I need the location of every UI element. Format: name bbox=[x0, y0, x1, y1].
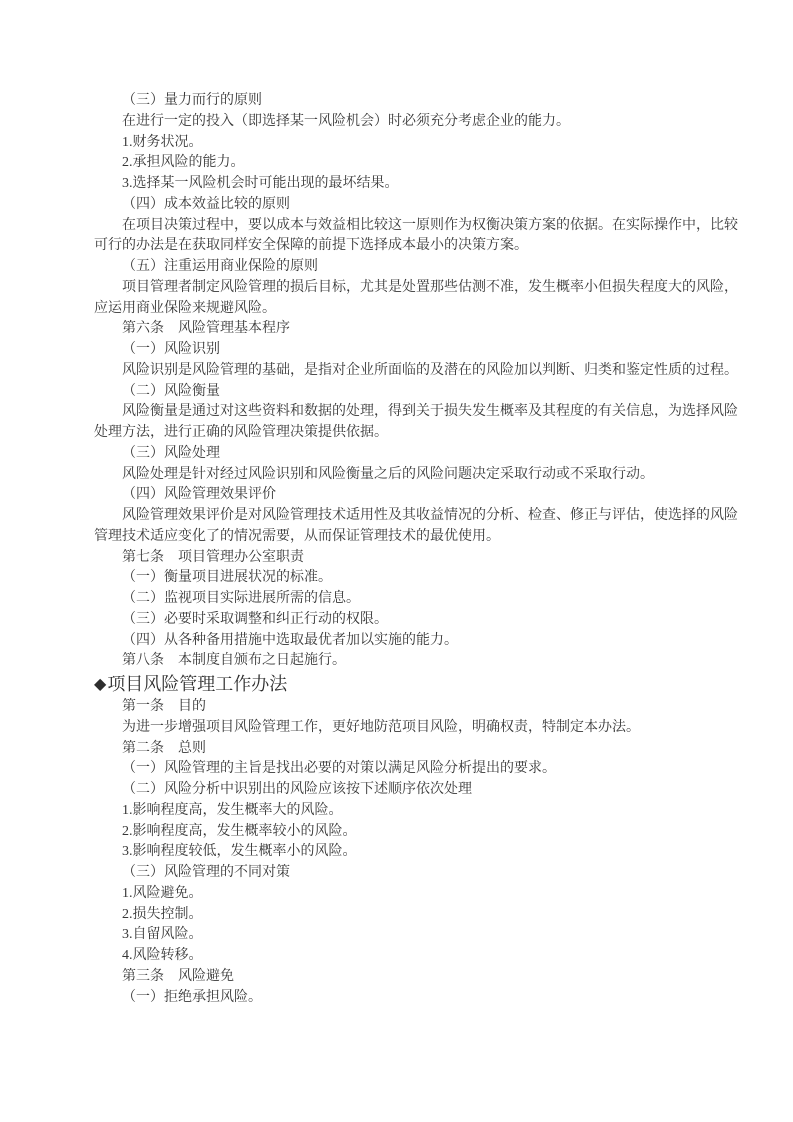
text-line: 可行的办法是在获取同样安全保障的前提下选择成本最小的决策方案。 bbox=[94, 238, 528, 254]
text-line: （三）风险处理 bbox=[122, 445, 220, 461]
text-line: 2.影响程度高，发生概率较小的风险。 bbox=[122, 823, 357, 839]
text-line: 2.损失控制。 bbox=[122, 906, 203, 922]
text-line: 1.财务状况。 bbox=[122, 134, 203, 150]
text-line: 3.影响程度较低，发生概率小的风险。 bbox=[122, 844, 357, 860]
text-line: （四）从各种备用措施中选取最优者加以实施的能力。 bbox=[122, 632, 458, 648]
text-line: （一）风险识别 bbox=[122, 342, 220, 357]
text-line: 3.自留风险。 bbox=[122, 927, 203, 943]
text-line: 在进行一定的投入（即选择某一风险机会）时必须充分考虑企业的能力。 bbox=[122, 113, 570, 129]
text-line: 项目管理者制定风险管理的损后目标，尤其是处置那些估测不准，发生概率小但损失程度大的风险， bbox=[122, 279, 738, 295]
text-line: 第七条 项目管理办公室职责 bbox=[122, 549, 304, 565]
text-line: 第八条 本制度自颁布之日起施行。 bbox=[122, 653, 346, 669]
text-line: （一）拒绝承担风险。 bbox=[122, 989, 262, 1005]
text-line: （五）注重运用商业保险的原则 bbox=[122, 259, 318, 274]
text-line: 风险管理效果评价是对风险管理技术适用性及其收益情况的分析、检查、修正与评估，使选择的风险 bbox=[122, 508, 738, 523]
text-line: 第三条 风险避免 bbox=[122, 968, 234, 984]
text-line: （四）风险管理效果评价 bbox=[122, 487, 276, 503]
text-line: 2.承担风险的能力。 bbox=[122, 155, 245, 171]
text-line: （三）量力而行的原则 bbox=[122, 93, 262, 108]
text-line: 1.风险避免。 bbox=[122, 885, 203, 901]
text-line: 风险识别是风险管理的基础，是指对企业所面临的及潜在的风险加以判断、归类和鉴定性质的过程。 bbox=[122, 362, 738, 378]
text-line: （一）风险管理的主旨是找出必要的对策以满足风险分析提出的要求。 bbox=[122, 761, 556, 777]
text-line: 第一条 目的 bbox=[122, 699, 206, 714]
text-line: 为进一步增强项目风险管理工作，更好地防范项目风险，明确权责，特制定本办法。 bbox=[122, 719, 640, 735]
text-line: 第二条 总则 bbox=[122, 740, 206, 756]
text-line: （四）成本效益比较的原则 bbox=[122, 196, 290, 212]
text-line: 3.选择某一风险机会时可能出现的最坏结果。 bbox=[122, 176, 399, 191]
text-line: （二）监视项目实际进展所需的信息。 bbox=[122, 591, 360, 606]
text-line: 在项目决策过程中，要以成本与效益相比较这一原则作为权衡决策方案的依据。在实际操作中，比较 bbox=[122, 217, 738, 233]
text-line: 1.影响程度高，发生概率大的风险。 bbox=[122, 802, 343, 818]
text-line: （三）风险管理的不同对策 bbox=[122, 865, 290, 880]
text-line: 4.风险转移。 bbox=[122, 948, 203, 963]
text-line: 第六条 风险管理基本程序 bbox=[122, 321, 290, 337]
diamond-bullet-icon: ◆ bbox=[94, 676, 107, 693]
text-line: 风险处理是针对经过风险识别和风险衡量之后的风险问题决定采取行动或不采取行动。 bbox=[122, 466, 654, 482]
text-line: 管理技术适应变化了的情况需要，从而保证管理技术的最优使用。 bbox=[94, 528, 500, 544]
text-line: 处理方法，进行正确的风险管理决策提供依据。 bbox=[94, 425, 388, 440]
text-line: （二）风险分析中识别出的风险应该按下述顺序依次处理 bbox=[122, 782, 472, 797]
text-line: （三）必要时采取调整和纠正行动的权限。 bbox=[122, 611, 388, 627]
text-line: （二）风险衡量 bbox=[122, 383, 220, 399]
text-line: 风险衡量是通过对这些资料和数据的处理，得到关于损失发生概率及其程度的有关信息，为选择风险 bbox=[122, 404, 738, 420]
document-body bbox=[94, 91, 766, 1008]
text-line: （一）衡量项目进展状况的标准。 bbox=[122, 570, 332, 586]
text-line: 应运用商业保险来规避风险。 bbox=[94, 300, 276, 316]
section-heading bbox=[94, 672, 766, 697]
section-heading-text: 项目风险管理工作办法 bbox=[107, 674, 288, 694]
